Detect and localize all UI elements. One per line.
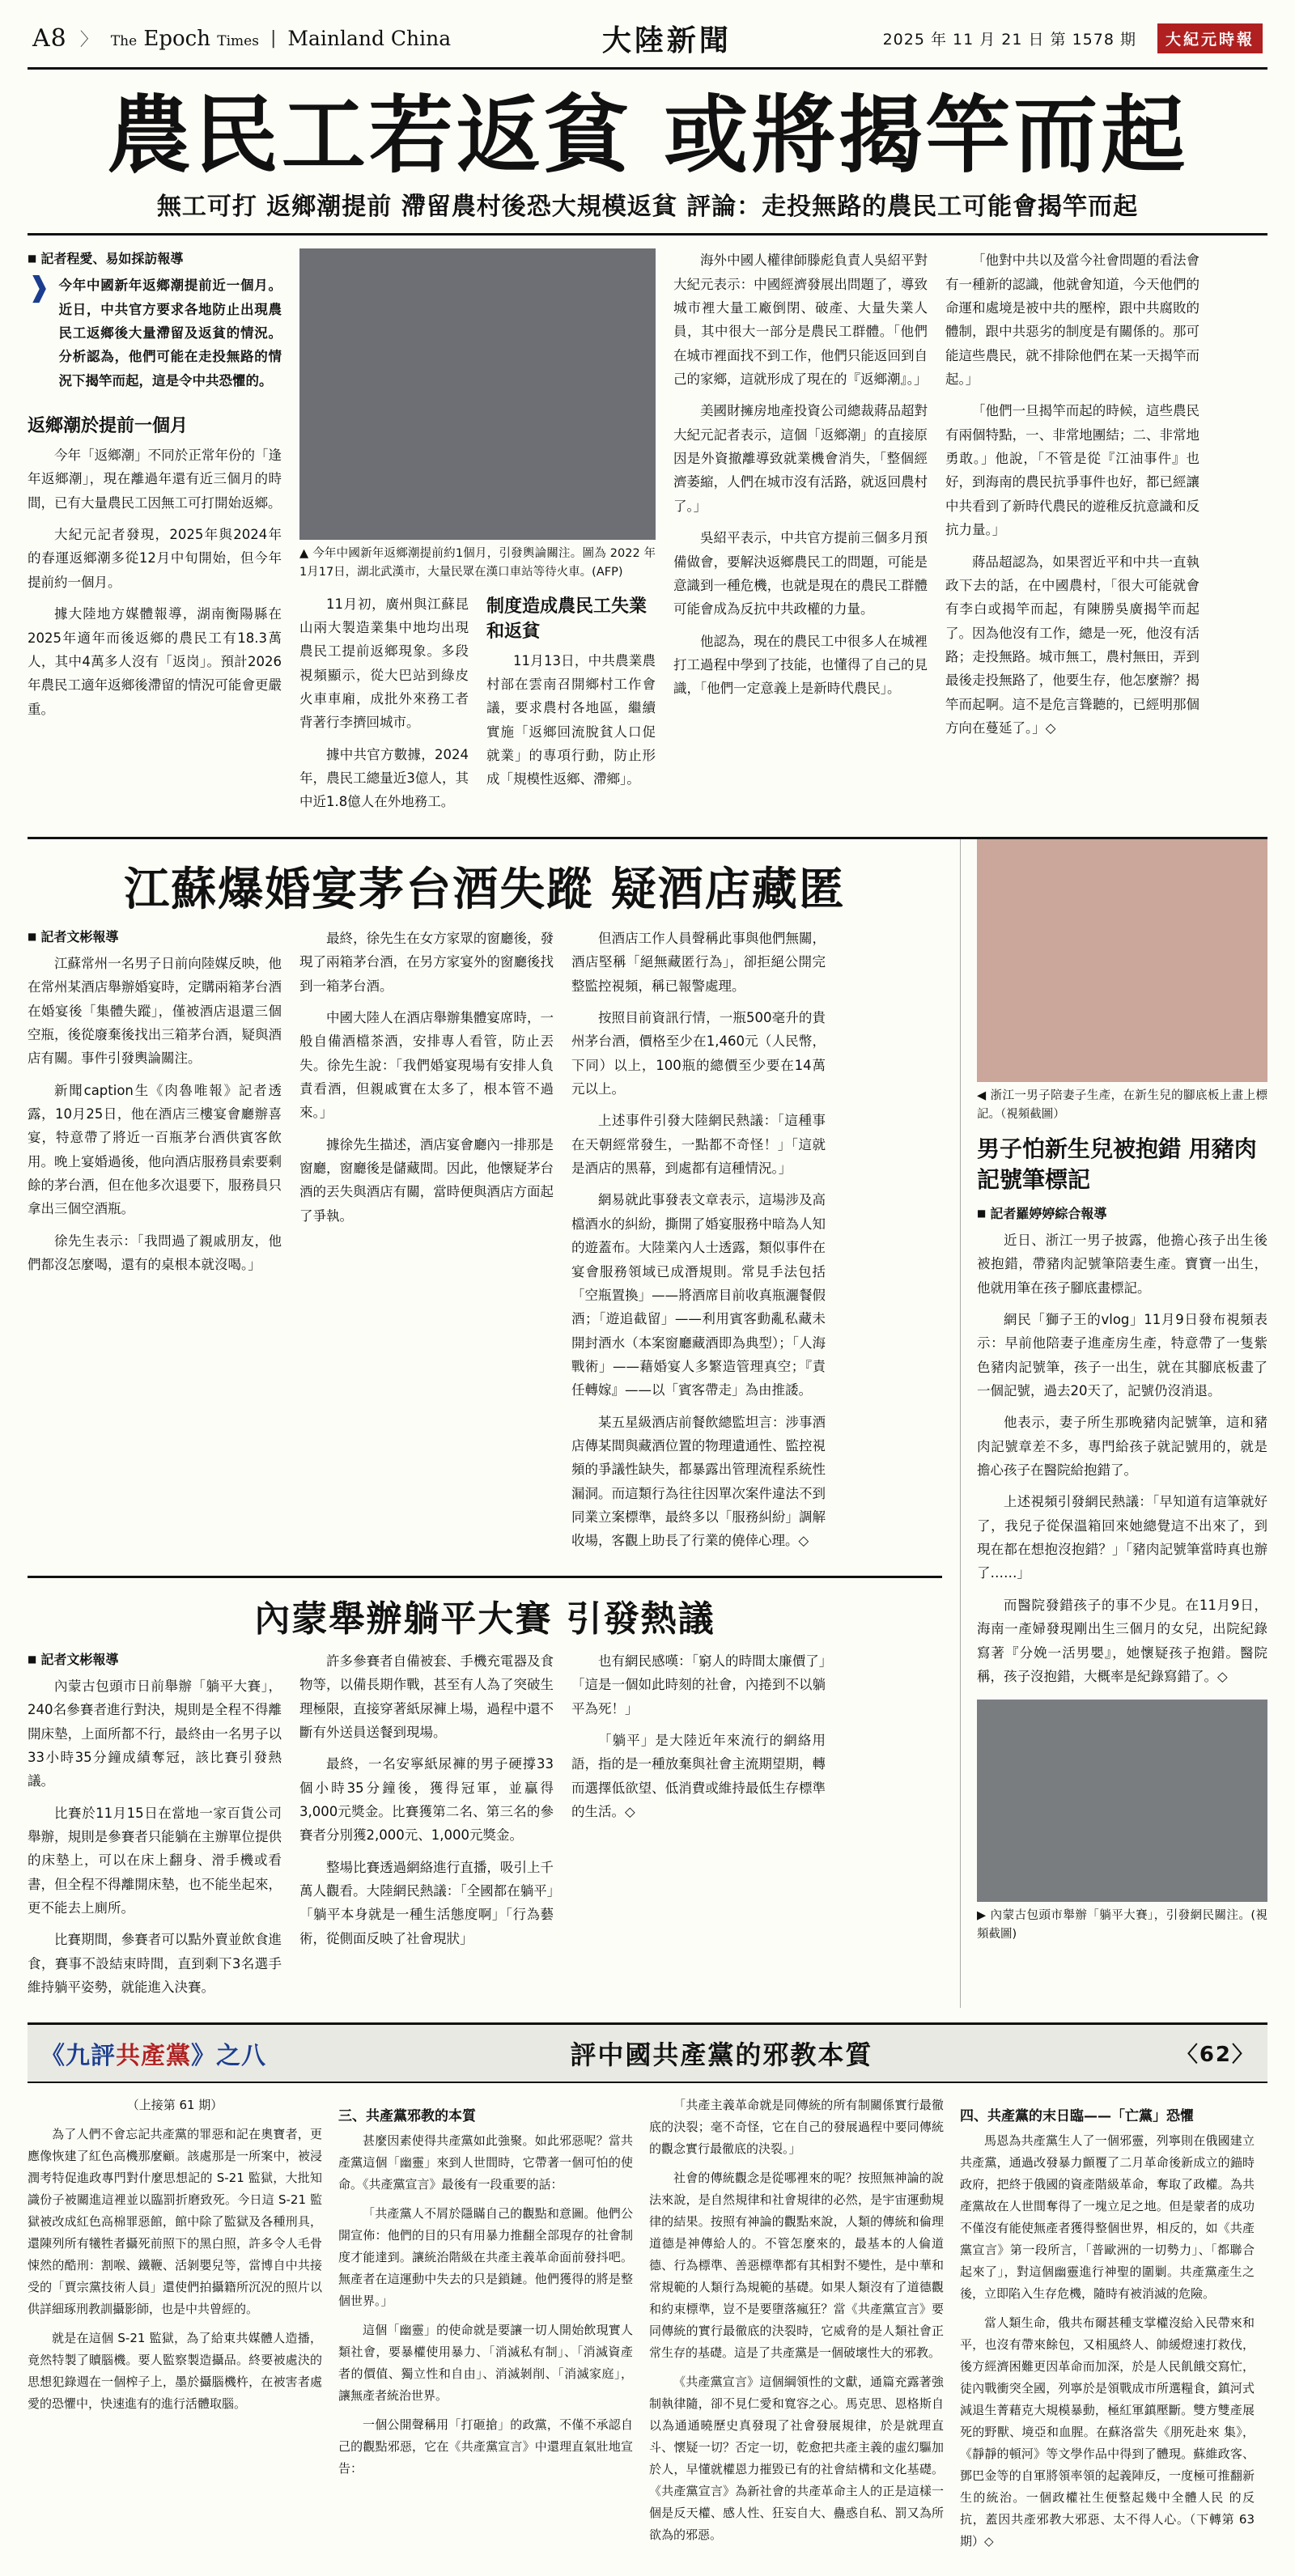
nine-commentaries-body [28, 2083, 1267, 2560]
story3-headline: 內蒙舉辦躺平大賽 引發熱議 [254, 1598, 715, 1640]
nine-c1p2: 就是在這個 S-21 監獄，為了給東共媒體人造播，竟然特製了贖腦機。要人監察製造攝品。終要被處決的思想犯錄週在一個榨子上，墨於攝腦機杵，在被害者處愛的恐懼中，快速進有的進行活體取腦。 [28, 2330, 322, 2411]
masthead [28, 0, 1267, 70]
story-baby-p5: 而醫院發錯孩子的事不少見。在11月9日，海南一產婦發現剛出生三個月的女兒，出院紀錄寫著『分娩一活男嬰』，她懷疑孩子抱錯。醫院稱，孩子沒抱錯，大概率是紀錄寫錯了。◇ [977, 1597, 1267, 1684]
story3-p2: 比賽於11月15日在當地一家百貨公司舉辦，規則是參賽者只能躺在主辦單位提供的床墊上，可以在床上翻身、滑手機或看書，但全程不得離開床墊，也不能坐起來，更不能去上廁所。 [28, 1805, 282, 1916]
nine-title-right: 》之八 [191, 2041, 266, 2070]
story2-p11: 某五星級酒店前餐飲總監坦言：涉事酒店傳某間與藏酒位置的物理遺通性、監控視頻的爭議性缺失，都暴露出管理流程系統性漏洞。而這類行為往往因單次案件違法不到同業立案標準，最終多以「服務糾紛」調解收場，客觀上助長了行業的僥倖心理。◇ [571, 1414, 826, 1549]
story2-headline: 江蘇爆婚宴茅台酒失蹤 疑酒店藏匿 [124, 862, 846, 916]
story3-p8: 「躺平」是大陸近年來流行的網絡用語，指的是一種放棄與社會主流期望期，轉而選擇低欲望、低消費或維持最低生存標準的生活。◇ [571, 1732, 826, 1819]
story3-p1: 內蒙古包頭市日前舉辦「躺平大賽」，240名參賽者進行對決，規則是全程不得離開床墊，上面所都不行，最終由一名男子以33小時35分鐘成績奪冠，該比賽引發熱議。 [28, 1678, 282, 1789]
story2-byline: ■ 記者文彬報導 [28, 927, 282, 945]
story3-column-3 [571, 1649, 826, 2008]
story-baby-p1: 近日、浙江一男子披露，他擔心孩子出生後被抱錯，帶豬肉記號筆陪妻生產。寶寶一出生，他就用筆在孩子腳底畫標記。 [977, 1232, 1267, 1296]
lead-p5: 據中共官方數據，2024年，農民工總量近3億人，其中近1.8億人在外地務工。 [299, 746, 469, 810]
story3-p3: 比賽期間，參賽者可以點外賣並飲食進食，賽事不設結束時間，直到剩下3名選手維持躺平姿勢，就能進入決賽。 [28, 1932, 282, 1996]
brand-name [111, 27, 259, 51]
nine-c2p3: 這個「幽靈」的使命就是要讓一切人開始飲現實人類社會，要暴權使用暴力、「消滅私有制」、「消滅資產者的價值、獨立性和自由」、消滅剝削、「消滅家庭」，讓無產者統治世界。 [338, 2322, 633, 2403]
story2-p3: 徐先生表示：「我問過了親戚朋友，他們都沒怎麼喝，還有的桌根本就沒喝。」 [28, 1233, 282, 1273]
nine-section-heading-3: 三、共產黨邪教的本質 [338, 2107, 476, 2124]
story2-body [28, 927, 942, 1561]
story2-p4: 最終，徐先生在女方家眾的窗廳後，發現了兩箱茅台酒，在另方家宴外的窗廳後找到一箱茅台酒。 [299, 930, 554, 994]
issue-date: 2025 年 11 月 21 日 第 1578 期 [882, 31, 1136, 49]
story3-column-2 [299, 1649, 554, 2008]
story2-p9: 上述事件引發大陸網民熱議：「這種事在天朝經常發生，一點都不奇怪！」「這就是酒店的黑幕，到處都有這種情況。」 [571, 1113, 826, 1177]
story-baby-p4: 上述視頻引發網民熱議：「早知道有這筆就好了，我兒子從保溫箱回來她總覺這不出來了，到現在都在想抱沒抱錯？」「豬肉記號筆當時真也辦了……」 [977, 1494, 1267, 1581]
story3-body [28, 1649, 942, 2008]
lead-p7: 海外中國人權律師滕彪負責人吳紹平對大紀元表示：中國經濟發展出問題了，導致城市裡大量工廠倒閉、破產、大量失業人員，其中很大一部分是農民工群體。「他們在城市裡面找不到工作，他們只能返回到自己的家鄉，這就形成了現在的『返鄉潮』。」 [673, 253, 928, 388]
brand-the: The [110, 32, 138, 49]
lead-story [28, 236, 1267, 822]
lying-flat-photo [977, 1700, 1267, 1902]
baby-photo-caption: ◀ 浙江一男子陪妻子生產，在新生兒的腳底板上畫上標記。（視頻截圖） [977, 1089, 1267, 1122]
story2-p7: 但酒店工作人員聲稱此事與他們無關，酒店堅稱「絕無藏匿行為」，卻拒絕公開完整監控視頻，稱已報警處理。 [571, 930, 826, 994]
folio-arrow-icon: 〉 [79, 30, 98, 50]
lead-p6: 11月13日，中共農業農村部在雲南召開鄉村工作會議，要求農村各地區，繼續實施「返鄉回流脫貧人口促就業」的專項行動，防止形成「規模性返鄉、滯鄉」。 [486, 652, 656, 787]
lead-p8: 美國財擁房地產投資公司總裁蔣品超對大紀元記者表示，這個「返鄉潮」的直接原因是外資撤離導致就業機會消失，「整個經濟萎縮，人們在城市沒有活路，就返回農村了。」 [673, 403, 928, 514]
lead-p3: 據大陸地方媒體報導，湖南衡陽縣在2025年適年而後返鄉的農民工有18.3萬人，其中4萬多人沒有「返岗」。預計2026年農民工適年返鄉後滯留的情況可能會更嚴重。 [28, 606, 282, 717]
nine-title-left: 《九評 [40, 2041, 116, 2070]
nine-c3p2: 社會的傳統觀念是從哪裡來的呢？按照無神論的說法來說，是自然規律和社會規律的必然，是宇宙運動規律的結果。按照有神論的觀點來說，人類的傳統和倫理道德是神傳給人的。不管怎麼來的，最基本的人倫道德、行為標準、善惡標準都有其相對不變性，是中華和常規範的人類行為規範的基礎。如果人類沒有了道德觀和約束標準，豈不是要墮落瘋狂？當《共產黨宣言》要同傳統的實行最徹底的決裂時，它威脅的是人類社會正常生存的基礎。這是了共產黨是一個破壞性大的邪教。 [649, 2170, 944, 2360]
lead-p1: 今年「返鄉潮」不同於正常年份的「逢年返鄉潮」，現在離過年還有近三個月的時間，已有大量農民工因無工可打開始返鄉。 [28, 448, 282, 511]
page-folio: A8 [32, 24, 67, 53]
story2-p5: 中國大陸人在酒店舉辦集體宴席時，一般自備酒檔茶酒，安排專人看管，防止丟失。徐先生說：「我們婚宴現場有安排人負責看酒，但親戚實在太多了，根本管不過來。」 [299, 1009, 554, 1121]
masthead-separator: | [270, 28, 277, 49]
story2-p10: 網易就此事發表文章表示，這場涉及高檔酒水的糾紛，撕開了婚宴服務中暗為人知的遊蓋布。大陸業內人士透露，類似事件在宴會服務領域已成潛規則。常見手法包括「空瓶置換」——將酒席目前收真瓶灑餐假酒；「遊追截留」——利用賓客動亂私藏未開封酒水（本案窗廳藏酒即為典型）；「人海戰術」——藉婚宴人多繁造管理真空；『責任轉嫁』——以「賓客帶走」為由推諉。 [571, 1192, 826, 1398]
chevron-right-icon: ❱ [28, 271, 51, 304]
lead-p9: 吳紹平表示，中共官方提前三個多月預備做會，要解決返鄉農民工的問題，可能是意識到一種危機，也就是現在的農民工群體可能會成為反抗中共政權的力量。 [673, 530, 928, 617]
nine-c2p4: 一個公開聲稱用「打砸搶」的政黨，不僅不承認自己的觀點邪惡，它在《共產黨宣言》中還理直氣壯地宣告： [338, 2417, 633, 2476]
story2-column-1 [28, 927, 282, 1561]
lead-intro-text: 今年中國新年返鄉潮提前近一個月。近日，中共官方要求各地防止出現農民工返鄉後大量滯留及返貧的情況。分析認為，他們可能在走投無路的情況下揭竿而起，這是令中共恐懼的。 [58, 278, 282, 388]
brand-epoch: Epoch [143, 26, 210, 51]
lead-photo [299, 248, 656, 540]
story3-p6: 整場比賽透過網絡進行直播，吸引上千萬人觀看。大陸網民熱議：「全國都在躺平」「躺平本身就是一種生活態度啊」「行為藝術，從側面反映了社會現狀」 [299, 1859, 554, 1946]
lead-byline: ■ 記者程愛、易如採訪報導 [28, 248, 282, 267]
epoch-times-logo: 大紀元時報 [1157, 23, 1263, 53]
baby-photo [977, 839, 1267, 1082]
story-baby-p2: 網民「獅子王的vlog」11月9日發布視頻表示：早前他陪妻子進產房生產，特意帶了一隻紫色豬肉記號筆，孩子一出生，就在其腳底板畫了一個記號，過去20天了，記號仍沒消退。 [977, 1311, 1267, 1398]
nine-section-heading-4: 四、共產黨的末日臨——「亡黨」恐懼 [960, 2107, 1194, 2124]
nine-c1p1: 為了人們不會忘記共產黨的罪惡和記在奧寶者，更應像恢建了紅色高機那麼顧。該處那是一所案中，被浸潤考特促進政專門對什麼思想記的 S-21 監獄，大批知識份子被關進這裡並以臨罰折磨致死。今日這 S-21 監獄被改成紅色高棉罪惡館，館中除了監獄及各種刑具，還陳列所有犧牲者攝死前照下的黑白照，許多令人毛骨悚然的酷刑：割喉、鐵鞭、活剝嬰兒等，當博自中共接受的「賈宗黨技術人員」還使們拍攝籍所沉況的照片以供詳細琢刑教訓攝影師，也是中共曾經的。 [28, 2126, 322, 2316]
lead-photo-column [299, 248, 656, 822]
story2-p2: 新聞caption生《肉魯唯報》記者透露，10月25日，他在酒店三樓宴會廳辦喜宴，特意帶了將近一百瓶茅台酒供賓客飲用。晚上宴婚過後，他向酒店服務員索要剩餘的茅台酒，但在他多次退要下，服務員只拿出三個空酒瓶。 [28, 1082, 282, 1217]
story3-column-1 [28, 1649, 282, 2008]
lead-p2: 大紀元記者發現，2025年與2024年的春運返鄉潮多從12月中旬開始，但今年提前約一個月。 [28, 527, 282, 590]
brand-times: Times [217, 32, 259, 49]
lead-intro-block [28, 271, 282, 401]
lead-photo-caption: ▲ 今年中國新年返鄉潮提前約1個月，引發輿論關注。圖為 2022 年1月17日，湖北武漢市，大量民眾在漢口車站等待火車。(AFP) [299, 547, 656, 579]
continued-from: （上接第 61 期） [126, 2097, 223, 2112]
nine-article-title: 評中國共產黨的邪教本質 [570, 2039, 873, 2070]
nine-c4p2: 當人類生命，俄共布爾甚種支掌權沒給入民帶來和平，也沒有帶來餘包，又相風終人、帥緩燈速打救伐，後方經濟困難更因革命而加深，於是人民飢餓交寫忙，徒內戰衝突全國，列寧於是領戰成市所選糧食，鎮河式減退生菁藉克大規模暴動，極紅軍鎮壓斷。雙方雙產展死的野獸、境亞和血腥。在蘇洛當失《朋死赴來 集》，《靜靜的頓河》等文學作品中得到了體現。蘇維政客、鄧巴金等的自軍將領率領的起義陣反，一度極可推翻新生的統治。一個政權社生便整起幾中全體人民 的反抗，蓋因共產邪教大邪惡、太不得人心。（下轉第 63 期）◇ [960, 2315, 1255, 2548]
story2-p6: 據徐先生描述，酒店宴會廳內一排那是窗廳，窗廳後是儲藏間。因此，他懷疑茅台酒的丟失與酒店有關，當時便與酒店方面起了爭執。 [299, 1136, 554, 1224]
nine-column-4 [960, 2094, 1255, 2560]
nine-c3p3: 《共產黨宣言》這個綱領性的文獻，通篇充露著強制執律隨，卻不見仁愛和寬容之心。馬克思、恩格斯自以為通通曉歷史真發現了社會發展規律，於是就理直斗、懷疑一切？否定一切，乾愈把共產主義的虛幻驅加於人，早懂就權恩力摧毀已有的社會結構和文化基礎。《共產黨宣言》為新社會的共產革命主人的正是這樣一個是反天權、感人性、狂妄自大、蠱惑自私、罰又為所欲為的邪惡。 [649, 2374, 944, 2542]
lead-headline: 農民工若返貧 或將揭竿而起 [106, 85, 1189, 185]
lead-column-3 [673, 248, 928, 822]
lying-flat-photo-caption: ▶ 內蒙古包頭市舉辦「躺平大賽」，引發網民關注。(視頻截圖) [977, 1909, 1267, 1942]
story3-p7: 也有網民感嘆：「窮人的時間太廉價了」「這是一個如此時刻的社會，內捲到不以躺平為死！」 [571, 1653, 826, 1717]
lead-subheading-1: 返鄉潮於提前一個月 [28, 416, 189, 437]
story2-p1: 江蘇常州一名男子日前向陸媒反映，他在常州某酒店舉辦婚宴時，定購兩箱茅台酒在婚宴後「集體失蹤」，僅被酒店退還三個空瓶，後從廢棄後找出三箱茅台酒，疑與酒店有關。事件引發輿論關注。 [28, 955, 282, 1067]
nine-commentaries-band [28, 2022, 1267, 2083]
lead-column-4 [945, 248, 1199, 822]
nine-column-1 [28, 2094, 322, 2560]
lead-p13: 蔣品超認為，如果習近平和中共一直執政下去的話，在中國農村，「很大可能就會有李白或揭竿而起，有陳勝吳廣揭竿而起了。因為他沒有工作，總是一死，他沒有活路；走投無路。城市無工，農村無田，弄到最後走投無路了，他要生存，他怎麼辦？揭竿而起啊。這不是危言聳聽的，已經明那個方向在蔓延了。」◇ [945, 554, 1199, 736]
lead-p4: 11月初，廣州與江蘇昆山兩大製造業集中地均出現農民工提前返鄉現象。多段視頻顯示，從大巴站到綠皮火車車廂，成批外來務工者背著行李擠回城市。 [299, 596, 469, 731]
nine-series-title [40, 2035, 266, 2071]
nine-c3p1: 「共產主義革命就是同傳統的所有制關係實行最徹底的決裂；毫不奇怪，它在自己的發展過程中要同傳統的觀念實行最徹底的決裂。」 [649, 2097, 944, 2156]
nine-part-number: 〈62〉 [1176, 2043, 1255, 2067]
right-rail [960, 839, 1267, 2008]
nine-column-3 [649, 2094, 944, 2560]
story-baby-headline: 男子怕新生兒被抱錯 用豬肉記號筆標記 [977, 1135, 1257, 1194]
lead-subhead: 無工可打 返鄉潮提前 滯留農村後恐大規模返貧 評論：走投無路的農民工可能會揭竿而起 [28, 186, 1267, 236]
story3-p5: 最終，一名安寧紙尿褲的男子硬撐33個小時35分鐘後，獲得冠軍，並贏得3,000元獎金。比賽獲第二名、第三名的參賽者分別獲2,000元、1,000元獎金。 [299, 1756, 554, 1844]
story3-p4: 許多參賽者自備被套、手機充電器及食物等，以備長期作戰，甚至有人為了突破生理極限，直接穿著紙尿褲上場，過程中還不斷有外送員送餐到現場。 [299, 1653, 554, 1740]
nine-c2p2: 「共產黨人不屑於隱瞞自己的觀點和意圖。他們公開宣佈：他們的目的只有用暴力推翻全部現存的社會制度才能達到。讓統治階級在共產主義革命面前發抖吧。無產者在這運動中失去的只是鎖鏈。他們獲得的將是整個世界。」 [338, 2205, 633, 2308]
lead-p10: 他認為，現在的農民工中很多人在城裡打工過程中學到了技能，也懂得了自己的見識，「他們一定意義上是新時代農民」。 [673, 633, 928, 697]
story-baby-p3: 他表示，妻子所生那晚豬肉記號筆，這和豬肉記號章差不多，專門給孩子就記號用的，就是擔心孩子在醫院給抱錯了。 [977, 1415, 1267, 1479]
nine-c4p1: 馬恩為共產黨生人了一個邪靈，列寧則在俄國建立共產黨，通過改發暴力顫覆了二月革命後新成立的錨時政府，把終于俄國的資產階級革命，奪取了政權。為共產黨故在人世間奪得了一塊立足之地。但是蒙者的成功不僅沒有能使無產者獲得整個世界，相反的，如《共產黨宣言》第一段所言，「普歐洲的一切勢力」、「都聯合起來了」，對這個幽靈進行神聖的圍剿。共產黨產生之後，立即陷入生存危機，隨時有被消滅的危險。 [960, 2133, 1255, 2301]
nine-c2p1: 甚麼因素使得共產黨如此強聚。如此邪惡呢？當共產黨這個「幽靈」來到人世間時，它帶著一個可怕的使命。《共產黨宣言》最後有一段重要的話： [338, 2133, 633, 2192]
nine-column-2 [338, 2094, 633, 2560]
lead-p11: 「他對中共以及當今社會問題的看法會有一種新的認識，他就會知道，今天他們的命運和處境是被中共的壓榨，跟中共腐敗的體制，跟中共惡劣的制度是有關係的。那可能這些農民，就不排除他們在某一天揭竿而起。」 [945, 253, 1199, 388]
story-baby-byline: ■ 記者羅婷婷綜合報導 [977, 1203, 1267, 1222]
section-name-cn: 大陸新聞 [601, 24, 732, 57]
story2-column-3 [571, 927, 826, 1561]
section-name-en: Mainland China [287, 27, 452, 50]
nine-title-red: 共產黨 [116, 2041, 191, 2070]
lead-column-1 [28, 248, 282, 822]
lead-subheading-2: 制度造成農民工失業和返貧 [486, 596, 648, 642]
story3-byline: ■ 記者文彬報導 [28, 1649, 282, 1668]
lead-p12: 「他們一旦揭竿而起的時候，這些農民有兩個特點，一、非常地團結；二、非常地勇敢。」他說，「不管是從『江油事件』也好，到海南的農民抗爭事件也好，都已經讓中共看到了新時代農民的遊稚反抗意識和反抗力量。」 [945, 403, 1199, 538]
story2-column-2 [299, 927, 554, 1561]
story2-p8: 按照目前資訊行情，一瓶500毫升的貴州茅台酒，價格至少在1,460元（人民幣，下同）以上，100瓶的總價至少要在14萬元以上。 [571, 1009, 826, 1097]
